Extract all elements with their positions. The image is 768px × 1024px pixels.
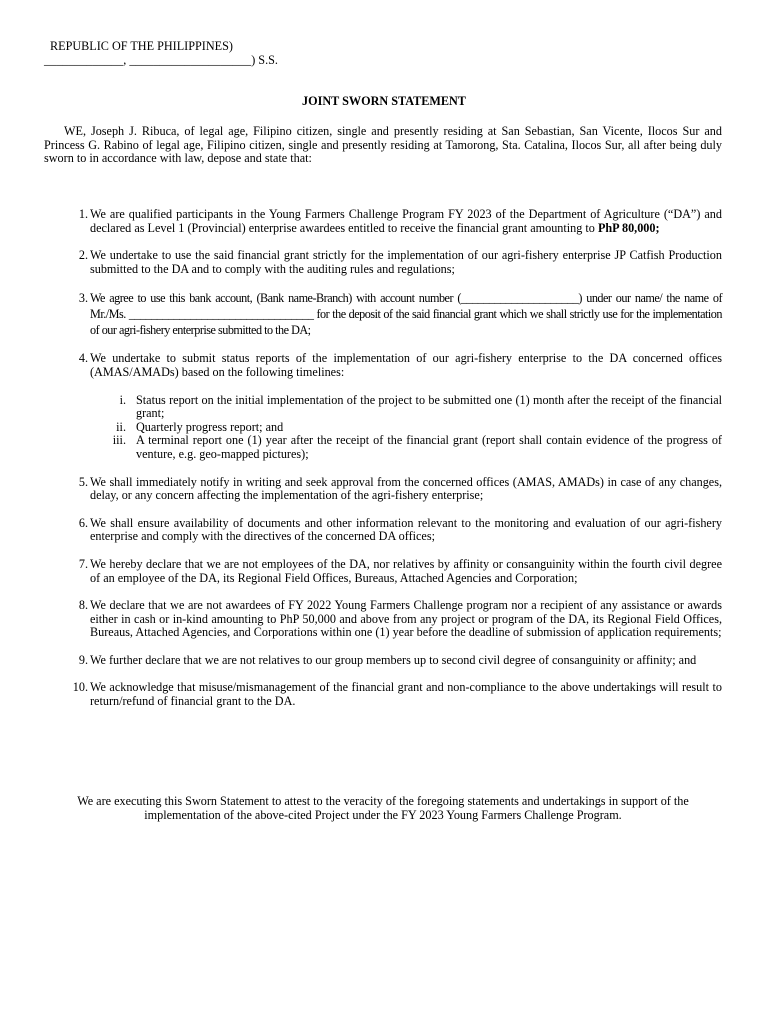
intro-paragraph: WE, Joseph J. Ribuca, of legal age, Filipino citizen, single and presently residing at San Sebastian, San Vicente, Ilocos Sur and Princess G. Rabino of legal age, Filipino citizen, single and presently residing at Tamorong, Sta. Catalina, Ilocos Sur, all after being duly sworn to in accordance with law, depose and state that: (44, 124, 722, 166)
sub-item-text: A terminal report one (1) year after the receipt of the financial grant (report shall contain evidence of the progress of venture, e.g. geo-mapped pictures); (136, 433, 722, 461)
sub-list-item (119, 392, 722, 421)
grant-amount: PhP 80,000; (597, 220, 660, 235)
item-text: We undertake to submit status reports of the implementation of our agri-fishery enterprise to the DA concerned offices (AMAS/AMADs) based on the following timelines: (90, 351, 722, 379)
list-item (78, 652, 722, 668)
list-item (78, 556, 722, 585)
list-item (78, 515, 722, 544)
sub-item-number: iii. (112, 433, 126, 448)
item-text: We agree to use this bank account, (Bank name-Branch) with account number (_____________________) under our name/ the name of Mr./Ms. _________________________________ for the deposit of the said financial grant which we shall strictly use for the implementation of our agri-fishery enterprise submitted to the DA; (90, 291, 722, 338)
list-item (78, 290, 722, 338)
item-text: We undertake to use the said financial grant strictly for the implementation of our agri-fishery enterprise JP Catfish Production submitted to the DA and to comply with the auditing rules and regulations; (90, 248, 722, 276)
sub-item-number: i. (119, 392, 126, 407)
sub-list-item (116, 419, 722, 435)
item-text: We further declare that we are not relatives to our group members up to second civil degree of consanguinity or affinity; and (90, 652, 697, 667)
item-text: We hereby declare that we are not employees of the DA, nor relatives by affinity or consanguinity within the fourth civil degree of an employee of the DA, its Regional Field Offices, Bureaus, Attached Agencies and Corporation; (90, 556, 722, 585)
statement-list (0, 208, 768, 709)
venue-blank-line: _____________, ____________________) S.S. (44, 53, 278, 67)
item-number: 3. (78, 291, 88, 306)
item-number: 7. (78, 556, 88, 571)
sub-item-text: Status report on the initial implementation of the project to be submitted one (1) month after the receipt of the financial grant; (136, 392, 722, 421)
item-number: 1. (78, 207, 88, 221)
item-number: 2. (78, 248, 88, 263)
item-number: 10. (72, 680, 88, 695)
item-text: We shall immediately notify in writing and seek approval from the concerned offices (AMAS, AMADs) in case of any changes, delay, or any concern affecting the implementation of the agri-fishery enterprise; (90, 474, 722, 503)
item-text: We acknowledge that misuse/mismanagement of the financial grant and non-compliance to the above undertakings will result to return/refund of financial grant to the DA. (90, 680, 722, 709)
item-number: 6. (78, 515, 88, 530)
list-item (78, 598, 722, 640)
item-number: 9. (78, 652, 88, 667)
list-item (78, 207, 722, 235)
item-number: 8. (78, 598, 88, 613)
document-title: JOINT SWORN STATEMENT (302, 94, 466, 108)
sub-item-text: Quarterly progress report; and (136, 419, 284, 434)
sub-list-item (112, 433, 722, 461)
closing-paragraph: We are executing this Sworn Statement to attest to the veracity of the foregoing statements and undertakings in support of the implementation of the above-cited Project under the FY 2023 Young Farmers Challenge Program. (77, 794, 689, 822)
item-text: We declare that we are not awardees of FY 2022 Young Farmers Challenge program nor a recipient of any assistance or awards either in cash or in-kind amounting to PhP 50,000 and above from any project or program of the DA, its Regional Field Offices, Bureaus, Attached Agencies, and Corporations within one (1) year before the deadline of submission of application requirements; (90, 598, 722, 640)
list-item (78, 248, 722, 276)
item-number: 4. (78, 351, 88, 366)
item-text: We are qualified participants in the Young Farmers Challenge Program FY 2023 of the Department of Agriculture (“DA”) and declared as Level 1 (Provincial) enterprise awardees entitled to receive the financial grant amounting to (90, 207, 722, 235)
item-number: 5. (78, 474, 88, 489)
sub-item-number: ii. (116, 419, 126, 434)
list-item (72, 680, 722, 709)
timeline-sub-list (0, 394, 768, 462)
republic-header: REPUBLIC OF THE PHILIPPINES) (50, 39, 233, 53)
item-text: We shall ensure availability of documents and other information relevant to the monitoring and evaluation of our agri-fishery enterprise and comply with the directives of the concerned DA offices; (90, 515, 722, 544)
list-item (78, 474, 722, 503)
list-item (78, 351, 722, 379)
